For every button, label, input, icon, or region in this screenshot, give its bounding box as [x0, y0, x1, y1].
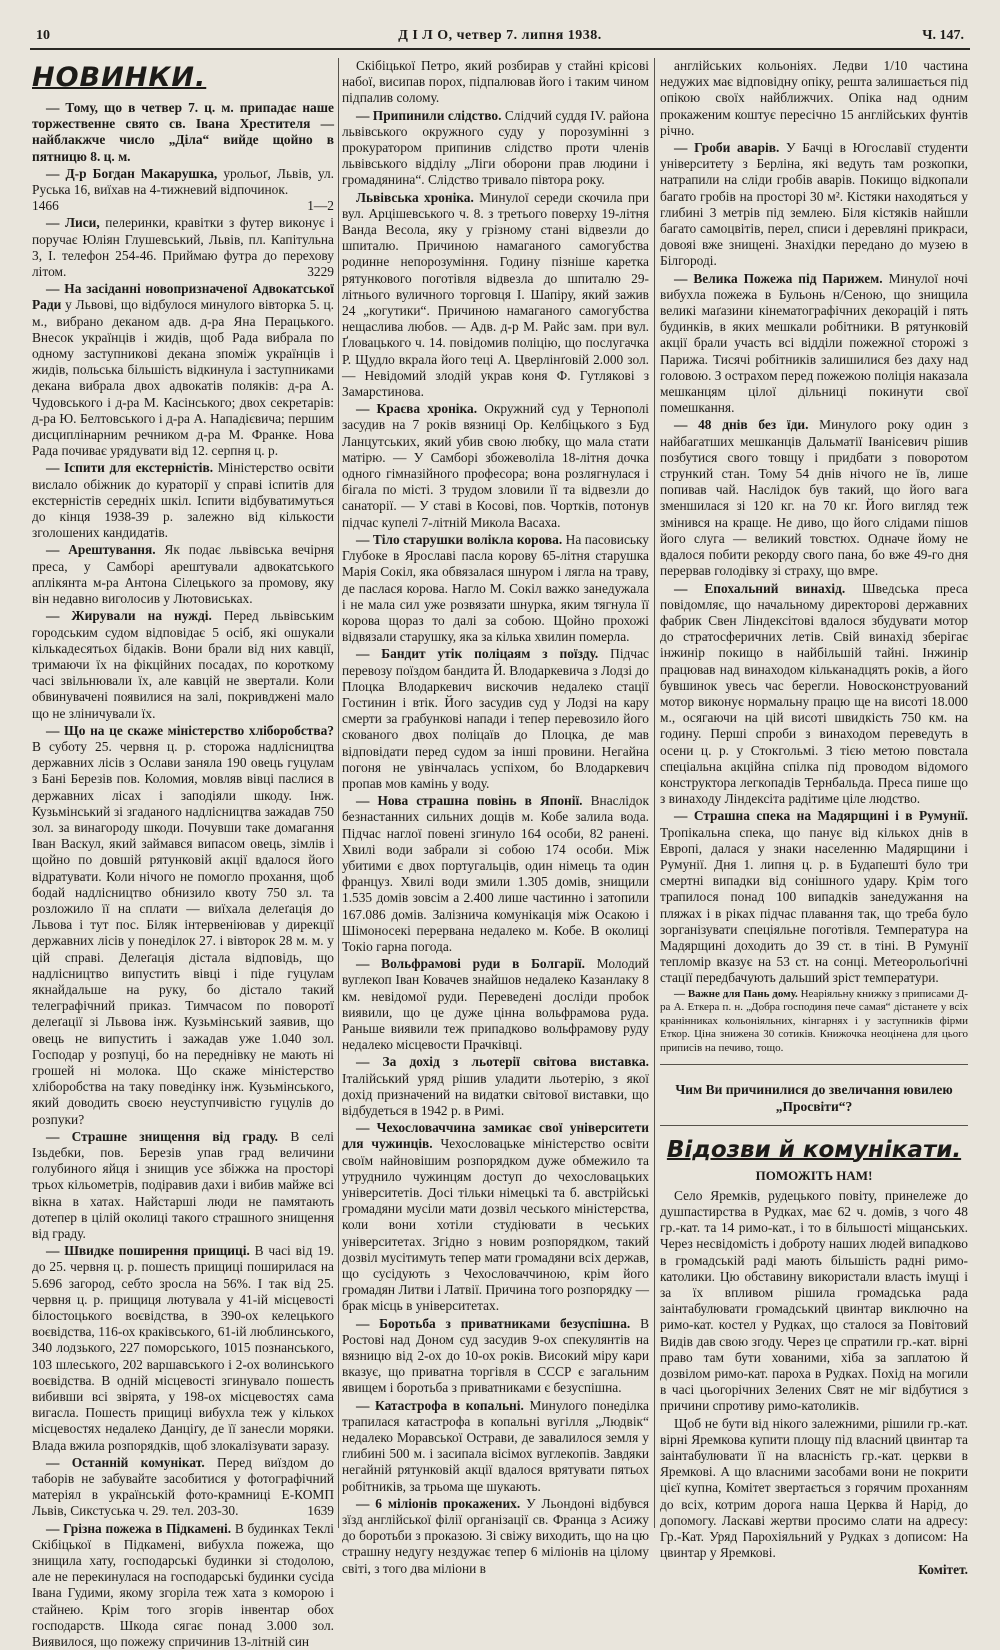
news-headline: — 48 днів без їди. — [674, 417, 809, 433]
news-text: Міністерство освіти вислало обіжник до кураторії у справі іспитів для екстерністів середніх шкіл. Іспити відбуватимуться до кінця 1938-39 р. залежно від кількости зголошених кандидатів. — [32, 460, 334, 541]
divider — [660, 1064, 968, 1065]
news-text: Перед виїздом до таборів не забувайте засобитися у фотографічний матеріял в українській фото-крамниці Е-КОМП Львів, Сикстуська ч. 29. тел. 203-30. — [32, 1454, 334, 1519]
news-text: Скібіцької Петро, який розбирав у стайні крісові набої, висипав порох, підпалював його і таким чином підпалив солому. — [342, 58, 649, 106]
news-text: англійських кольоніях. Ледви 1/10 частина недужих має відповідну опіку, решта залишається під опікою своїх найближчих. Опіка над одним прокаженим коштує пересічно 15 англійських фунтів річно. — [660, 58, 968, 138]
news-item — [32, 1521, 334, 1650]
ad-code: 1639 — [307, 1503, 334, 1519]
news-item — [342, 58, 649, 107]
news-headline: — Страшна спека на Мадярщині і в Румунії. — [674, 808, 968, 824]
news-text: Минулої середи скочила при вул. Арцішевського ч. 8. з третього поверху 19-літня Ванда Весола, яку у грізному стані відвезли до шпиталю. Причиною намаганого самогубства родинне непорозуміння. Годину пізніше каретка рятункового поготівля відвезла до шпиталю 29-літнього вуличного торговця І. Шапіру, який зажив 24 „когутики“. Причиною намаганого самогубства нещаслива любов. — Адв. д-р М. Райс зам. при вул. Ґловацького ч. 14. повідомив поліцію, що послугачка Р. Щудло вкрала його теці А. Цверлінґовій 2.000 зол. — Невідомий злодій украв коня Ф. Гутлякові з Замарстинова. — [342, 189, 649, 400]
prosvita-question: Чим Ви причинилися до звеличання ювилею „Просвіти“? — [675, 1081, 953, 1114]
appeal-signature: Комітет. — [918, 1562, 968, 1578]
news-text: Минулої ночі вибухла пожежа в Бульонь н/Сеною, що знищила великі маґазини кінематографічних декорацій і пять будинків, в яких мешкали робітники. В рятунковій акції брали участь всі відділи пожежної сторожі з Парижа. Тисячі робітників залишилися без даху над головою. З острахом перед пожежою поліція наказала мешканцям цілої дільниці покинути свої помешкання. — [660, 270, 968, 416]
news-item — [342, 190, 649, 401]
news-headline: — 6 міліонів прокажених. — [356, 1495, 521, 1511]
news-headline: — Гроби аварів. — [674, 140, 780, 156]
news-text: Тропікальна спека, що панує від кількох днів в Европі, далася у знаки населенню Мадярщини і Румунії. Дня 1. липня ц. р. в Будапешті було три смертні випадки від сонішного удару. Крім того трапилося понад 100 випадків занедужання на пляжах і в ріках підчас плавання так, що треба було зорганізувати спеціяльне поготівля. Температура на Мадярщині доходить до 39 ст. в тіні. В Румунії тепломір вказує на 53 ст. на сонці. Метеорольоґічні стації передбачують дальший зріст температури. — [660, 824, 968, 986]
news-headline: — За дохід з льотерії світова виставка. — [356, 1054, 649, 1070]
news-item — [32, 542, 334, 607]
ad-code: 3229 — [307, 264, 334, 280]
news-text: Перед львівським городським судом відповідає 5 осіб, які ошукали кількадесятьох бідаків. Вони брали від них кавції, тримаючи їх на фікційних посадах, по короткому часі звільнювали їх, але кавцій не звертали. Коли обвинувачені появилися на залі, покривджені мало що не зліничували їх. — [32, 608, 334, 721]
news-item — [32, 1455, 334, 1520]
news-text: У Бачці в Югославії студенти університету з Берліна, які ведуть там розкопки, натрапили на сліди гробів аварів. Покищо відкопали багато гробів на просторі 30 м². Кістяки находяться у глибині 3 метрів під землею. Біля кістяків найшли багато самоцвітів, перел, списи і деревляні прикраси, довояі вже знищені. Знахідки передано до музею в Білгороді. — [660, 140, 968, 269]
page-number: 10 — [36, 28, 50, 43]
ad-code: 1466 — [32, 198, 59, 214]
news-item — [32, 723, 334, 1128]
news-headline: — Арештування. — [46, 542, 156, 558]
news-text: Неаріяльну книжку з приписами Д-ра А. Еткера п. н. „Добра господиня пече самая“ дістанете у всіх кранінниках кольоніяльних, кінгарнях і у заступників фірми Еткор. Ціна знижена 30 сотиків. Книжочка неоцінена для цього приписів на печиво, тощо. — [660, 987, 968, 1054]
news-text: В Ростові над Доном суд засудив 9-ох спекулянтів на вязницю від 2-ох до 10-ох років. Високий міру кари вказує, що приватна торгівля в СССР є загальним явищем і боротьба з приватниками є безуспішна. — [342, 1315, 649, 1396]
news-headline: — Швидке поширення прищиці. — [46, 1243, 250, 1259]
news-item — [342, 1398, 649, 1495]
news-item — [660, 58, 968, 139]
news-item — [32, 1129, 334, 1242]
news-list-1 — [32, 100, 334, 1650]
news-headline: — Вольфрамові руди в Болгарії. — [356, 956, 585, 972]
news-item — [660, 417, 968, 579]
news-headline: — Катастрофа в копальні. — [356, 1397, 524, 1413]
section-masthead: НОВИНКИ. — [32, 62, 207, 93]
news-headline: — Боротьба з приватниками безуспішна. — [356, 1315, 631, 1331]
news-text: у Львові, що відбулося минулого вівторка 5. ц. м., вибрано деканом адв. д-ра Яна Перацького. Внесок українців і жидів, щоб Рада вибрала по одному заступникові декана зпоміж українців і жидів, польська більшість відкинула і заступниками декана вибрала двох адвокатів поляків: д-ра А. Чудовського і д-ра М. Касінського; двох секретарів: д-ра Ю. Белтовського і д-ра А. Нападієвича; першим дисциплінарним речником д-ра М. Франке. Нова Рада почиває урядувати від 12. серпня ц. р. — [32, 297, 334, 459]
news-item — [32, 100, 334, 165]
news-list-3 — [660, 58, 968, 1056]
news-headline: — Краєва хроніка. — [356, 401, 478, 417]
column-2 — [342, 58, 650, 1576]
news-headline: — Припинили слідство. — [356, 107, 502, 123]
news-text: Минулого понеділка трапилася катастрофа в копальні вугілля „Людвік“ недалеко Моравської Острави, де завалилося земля у глибині 500 м. і засипала вісімох вуглекопів. Завдяки негайній рятунковій акції вдалося врятувати пятьох робітників, за трьома ще шукають. — [342, 1397, 649, 1494]
news-item — [342, 108, 649, 189]
appeal-body-2: Щоб не бути від нікого залежними, рішили гр.-кат. вірні Яремкова купити площу під власний цвинтар та заінтабулювати її на власність гр.-кат. церкви в Яремкові. А що власними засобами вони не покрити цієї купна, Комітет звертається з горячим проханням до всіх, котрим дорога наша Церква й Нарід, до допомогу. Ласкаві жертви просимо слати на адресу: Гр.-Кат. Уряд Парохіяльний у Рудках з дописом: На цвинтар у Яремкові. — [660, 1415, 968, 1561]
column-rule — [338, 58, 339, 1528]
news-headline: — Тіло старушки волікла корова. — [356, 531, 563, 547]
news-text: урольоґ, Львів, ул. Руська 16, виїхав на 4-тижневий відпочинок. — [32, 165, 334, 198]
news-item — [660, 988, 968, 1056]
news-item — [342, 1054, 649, 1119]
news-headline: — Грізна пожежа в Підкамені. — [46, 1520, 232, 1536]
news-item — [342, 532, 649, 645]
news-text: Внаслідок безнастанних сильних дощів м. Кобе залила вода. Підчас наглої повені згинуло 164 особи, 82 ранені. Хвилі води забрали зі собою 174 особи. Між убитими є двох португальців, один німець та один француз. Хвилі води змили 1.305 домів, знищили 1.535 домів зовсім а 2.400 лише частинно і затопили 167.086 домів. Залізнича комунікація між Осакою і Шімоносекі перервана недалеко м. Кобе. В околиці Токіо гарна погода. — [342, 793, 649, 954]
news-item — [32, 608, 334, 721]
news-text: Минулого року один з найбагатших мешканців Дальматії Іванісевич рішив позбутися свого товщу і придбати з поворотом стрункий стан. Тому 54 днів нічого не їв, лише попивав чай. Наслідок був такий, що його вага зменшилася зі 120 кг. на 70 кг. Його вигляд теж змінився на краще. Не диво, що його слідами пішов його слуга — великий товстюх. Одначе йому не вдалося побити рекорду свого пана, бо вже 49-го дня перервав голодівку зі страху, що вмре. — [660, 417, 968, 579]
news-item — [32, 1243, 334, 1454]
news-headline: — Страшне знищення від граду. — [46, 1128, 279, 1144]
news-headline: — Епохальний винахід. — [674, 580, 846, 596]
news-headline: — Важне для Пань дому. — [674, 987, 798, 1000]
news-item — [342, 956, 649, 1053]
news-item — [660, 581, 968, 808]
news-text: Окружний суд у Тернополі засудив на 7 років вязниці Ор. Келбіцького з Буд Ланцутських, який убив свою любку, що мала стати матірю. — У Самборі збожеволіла 18-літня дочка одного гімназійного професора; вона розлягнулася і бігала по місті. З трудом зловили її та відвезли до санаторії. — У ставі в Косові, пов. Чортків, потонув підчас купелі 7-літній Микола Васаха. — [342, 401, 649, 530]
news-headline: — Останній комунікат. — [46, 1454, 205, 1470]
news-headline: — Д-р Богдан Макарушка, — [46, 165, 218, 181]
news-headline: — Чехословаччина замикає свої університети для чужинців. — [342, 1120, 649, 1152]
news-text: Підчас перевозу поїздом бандита Й. Влодаркевича з Лодзі до Плоцка Влодаркевич вискочив недалеко стації Гостинин і втік. Його засудив суд у Лодзі на кару смерти за грабункові напади і тепер перевозило його скованого двох поліцаїв до Плоцка, де мав відповідати перед судом за інші провини. Негайна погоня не увінчалась успіхом, бо Влодаркевич пропав мов камінь у воду. — [342, 646, 649, 791]
news-item — [660, 271, 968, 417]
news-list-2 — [342, 58, 649, 1577]
appeal-heading: ПОМОЖІТЬ НАМ! — [755, 1167, 873, 1183]
news-item — [32, 460, 334, 541]
news-headline: — Велика Пожежа під Парижем. — [674, 270, 883, 286]
news-headline: — Жирували на нужді. — [46, 608, 212, 624]
news-text: В селі Ізьдебки, пов. Березів упав град величини голубиного яйця і знищив усе збіжжа на просторі трьох кільометрів, подіравив дахи і вибив майже всі вікна в хатах. Найстарші люди не памятають дотепер в цілій околиці такого страшного знищення від граду. — [32, 1128, 334, 1242]
news-item — [342, 1316, 649, 1397]
news-text: Молодий вуглекоп Іван Ковачев знайшов недалеко Казанлаку 8 км. невідомої руди. Переведені досліди пробок виявили, що це дуже цінна вольфрамова руда. Раньше виявили теж припадково вольфрамову руду недалеко місцевости Прачківці. — [342, 956, 649, 1053]
page-header — [30, 26, 970, 50]
issue-number: Ч. 147. — [922, 28, 964, 43]
news-item — [342, 646, 649, 792]
newspaper-dateline: Д І Л О, четвер 7. липня 1938. — [398, 28, 602, 43]
news-headline: — Тому, що в четвер 7. ц. м. припадає наше торжественне свято св. Івана Хрестителя — найблакжче число „Діла“ вийде щойно в пятницю 8. ц. м. — [32, 100, 334, 164]
news-item — [32, 281, 334, 459]
news-item — [32, 215, 334, 280]
appeal-body: Село Яремків, рудецького повіту, принележе до душпастирства в Рудках, має 62 ч. домів, з чого 48 гр.-кат. та 14 римо-кат., і то в більшості міщанських. Через несвідомість і доброту наших людей випадково в громадській раді мають більшість радні римо-католики. Цю обставину використали власть імущі і за їх впливом рішила громадська рада заінтабулювати громадський цвинтар виключно на римо-кат. костел у Рудках, що сталося за Повітовий Видів дав свою згоду. Через це спратили гр.-кат. вірні право там бути хованими, хіба за заплатою й дозвілом римо-кат. пароха в Рудках. Похід на могили в часі цьогорічних Зелених Свят не міг відбутися з причини спротиву римо-католиків. — [660, 1187, 968, 1414]
column-rule — [654, 58, 655, 1528]
news-headline: — Лиси, — [46, 215, 100, 231]
news-item — [32, 166, 334, 215]
news-text: Чехословацьке міністерство освіти своїм найновішим розпорядком дуже обмежило та утруднило чужинцям доступ до чехословацьких університетів. Досі тільки німецькі та б. австрійські громадяни мусіли мати дозвіл чеського міністерства, коли вони хотіли студіювати в чеських університетах. Згідно з новим розпорядком, такий дозвіл мусітимуть тепер мати громадяни всіх держав, що сусідують з Чехословаччиною, крім його громадян Литви і Латвії. Причина того розпорядку — брак місць в університетах. — [342, 1136, 650, 1314]
news-item — [342, 793, 649, 955]
news-headline: Львівська хроніка. — [356, 189, 474, 205]
news-text: Як подає львівська вечірня преса, у Самборі арештували адвокатського аплікянта м-ра Антона Сілецького за промову, яку він недавно виголосив у Лютовиськах. — [32, 542, 334, 607]
news-text: пелеринки, кравітки з футер виконує і поручає Юліян Глушевський, Львів, пл. Капітульна 3, І. телефон 254-46. Приймаю футра до перехову літом. — [32, 215, 334, 280]
ad-code: 1—2 — [307, 198, 334, 214]
news-headline: — Бандит утік поліцаям з поїзду. — [356, 646, 599, 662]
news-text: Італійський уряд рішив уладити льотерію, з якої дохід призначений на видатки світової виставки, що відбудеться в 1942 р. в Римі. — [342, 1070, 649, 1118]
news-text: Слідчий суддя IV. района львівського окружного суду у порозумінні з прокуратором припинив слідство проти членів львівського відділу „Ліги оборони прав людини і громадянина“. Слідство тривало півтора року. — [342, 107, 649, 188]
news-headline: — Іспити для екстерністів. — [46, 460, 214, 476]
ad-codes — [32, 198, 334, 214]
news-item — [342, 401, 649, 531]
divider — [660, 1125, 968, 1126]
news-item — [660, 808, 968, 986]
appeals-title: Відозви й комунікати. — [666, 1136, 962, 1163]
news-text: У Льондоні відбувся зїзд англійської філії організації св. Франца з Асижу до боротьби з проказою. Зі свіжу виходить, що на цю страшну недугу нездужає тепер 6 міліонів на цілому світі, з того два міліони в — [342, 1495, 649, 1576]
news-item — [660, 140, 968, 270]
news-headline: — Нова страшна повінь в Японії. — [356, 793, 583, 809]
column-3 — [660, 58, 969, 1578]
news-item — [342, 1120, 649, 1314]
news-headline: — Що на це скаже міністерство хліборобства? — [46, 722, 334, 738]
news-text: На пасовиську Глубоке в Ярославі пасла корову 65-літня старушка Марія Сокіл, яка обвязалася шнуром і лягла на траву, де паслася корова. Нагло М. Сокіл важко занедужала і не мала сил уже розвязати шнурка, яким тягнула її корова щораз то далі за собою. Щойно прохожі відвязали старушку, яка за кілька хвилин померла. — [342, 531, 650, 645]
column-1 — [32, 58, 334, 1650]
news-text: В будинках Теклі Скібіцької в Підкамені, вибухла пожежа, що знищила хату, господарські будинки зі стодолою, але не перекинулася на господарські будинки сусіда Івана Гудими, якому згоріла теж хата з коморою і стайнею. Крім того згорів інвентар обох господарств. Шкода сягає понад 3.000 зол. Виявилося, що пожежу спричинив 13-літній син — [32, 1520, 334, 1650]
news-item — [342, 1496, 649, 1577]
news-text: В суботу 25. червня ц. р. сторожа надлісництва державних лісів з Ослави заняла 190 овець гуцулам з Бані Березів пов. Коломия, мовляв вівці паслися в державних лісах і заподіяли шкоду. Інж. Кузьмінський зі згаданого надлісництва зажадав 750 зол. за винагороду шкоди. Почувши таке домагання Іван Васкул, який займався випасом овець, зімлів і щойно по довшій рятунковій акції вдалося його відратувати. Коли нічого не помогло прохання, щоб бодай надлісництво обнизило квоту 750 зл. та розложило її на сплати — виїхала делеґація до Львова і тут пос. Біляк інтервеніював у дирекції державних лісів у понеділок 27. і вівторок 28 м. м. у цій справі. Делеґація дістала відповідь, що надлісництво випустить вівці і піде гуцулам якнайдальше на руку, бо дістало такий телеграфічний приказ. Тимчасом по поворотї делеґації зі Львова інж. Кузьмінський заявив, що овець не випустить і зажадав уже 1.040 зол. Господар у розпуці, бо на переднівку не мають ні грошей ні молока. Що скаже міністерство хліборобства на таку поведінку інж. Кузьмінського, який доводить своєю неуступчивістю гуцулів до розпуки? — [32, 738, 334, 1127]
news-headline: — На засіданні новопризначеної Адвокатської Ради — [32, 281, 334, 313]
news-text: Шведська преса повідомляє, що начальному директорові державних фабрик Свен Ліндексітові вдалося збудувати мотор до стратосферичних летів. Свій винахід зберігає інжинір покищо в найбільшій тайні. Інжинір працював над винаходом кільканадцять років, а його бувшинок увесь час берегли. Новосконструований мотор виконує нормальну працю ще на висоті 18.000 м., осягаючи на цій висоті швидкість 750 км. на годину. Перші спроби з винаходом переведуть в осени ц. р. у Стокгольмі. З тією метою повстала спеціальна акційна спілка під проводом відомого конструктора легкопадів Тернбальда. Преса пише що з винаходу Ліндексіта радітиме ціле людство. — [660, 580, 969, 807]
news-text: В часі від 19. до 25. червня ц. р. пошесть прищиці поширилася на 5.696 загород, себто зросла на 56%. І так від 25. червня ц. р. прищиця лютувала у 41-ій місцевості білостоцького воєвідства, в 390-ох келецького воєвідства, 116-ох краківського, 61-ій люблинського, 340 лодзького, 227 поморського, 1015 познанського, 103 шлеського, 202 варшавського і 2-ох волинського воєвідства. В одній місцевості згинувало пошесть вибивши всі звірята, у 198-ох місцевостях сама вигасла. Пошесть прищиці вибухла теж у кількох місцевостях недалеко Данціґу, де її занесли моряки. Влада вжила розпорядків, щоб злокалізувати заразу. — [32, 1243, 334, 1453]
